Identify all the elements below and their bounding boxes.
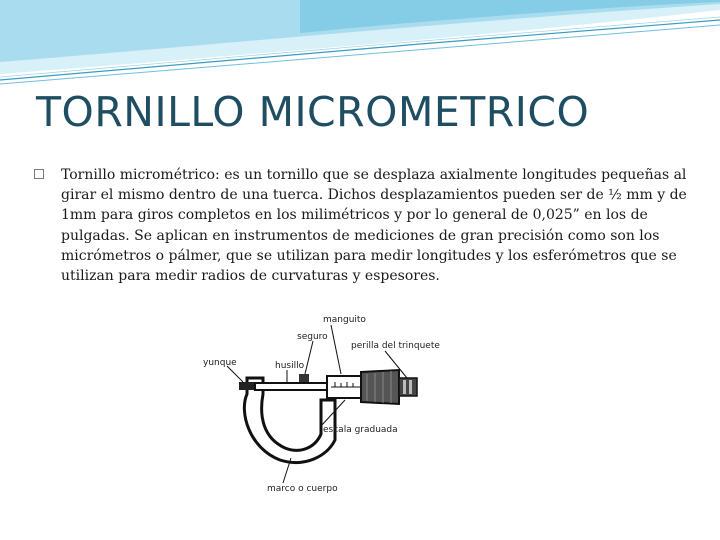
label-marco: marco o cuerpo [267,484,338,494]
label-yunque: yunque [203,358,237,368]
ratchet [399,378,417,396]
bullet-item [34,165,694,286]
label-manguito: manguito [323,315,366,325]
slide-title: TORNILLO MICROMETRICO [36,88,590,136]
lock [299,374,309,382]
bullet-icon [34,169,44,179]
label-husillo: husillo [275,361,305,371]
spindle [255,383,327,390]
label-escala: escala graduada [323,425,398,435]
anvil [239,382,255,390]
label-perilla: perilla del trinquete [351,341,440,351]
bullet-paragraph: Tornillo micrométrico: es un tornillo que se desplaza axialmente longitudes pequeñas al girar el mismo dentro de una tuerca. Dichos desplazamientos pueden ser de ½ mm y de 1mm para giros completos en los milimétricos y por lo general de 0,025” en los de pulgadas. Se aplican en instrumentos de mediciones de gran precisión como son los micrómetros o pálmer, que se utilizan para medir longitudes y los esferómetros que se utilizan para medir radios de curvaturas y espesores. [61,167,687,285]
body-text [34,165,694,286]
label-seguro: seguro [297,332,328,342]
header-wave-decoration [0,0,720,95]
micrometer-illustration [195,308,455,498]
